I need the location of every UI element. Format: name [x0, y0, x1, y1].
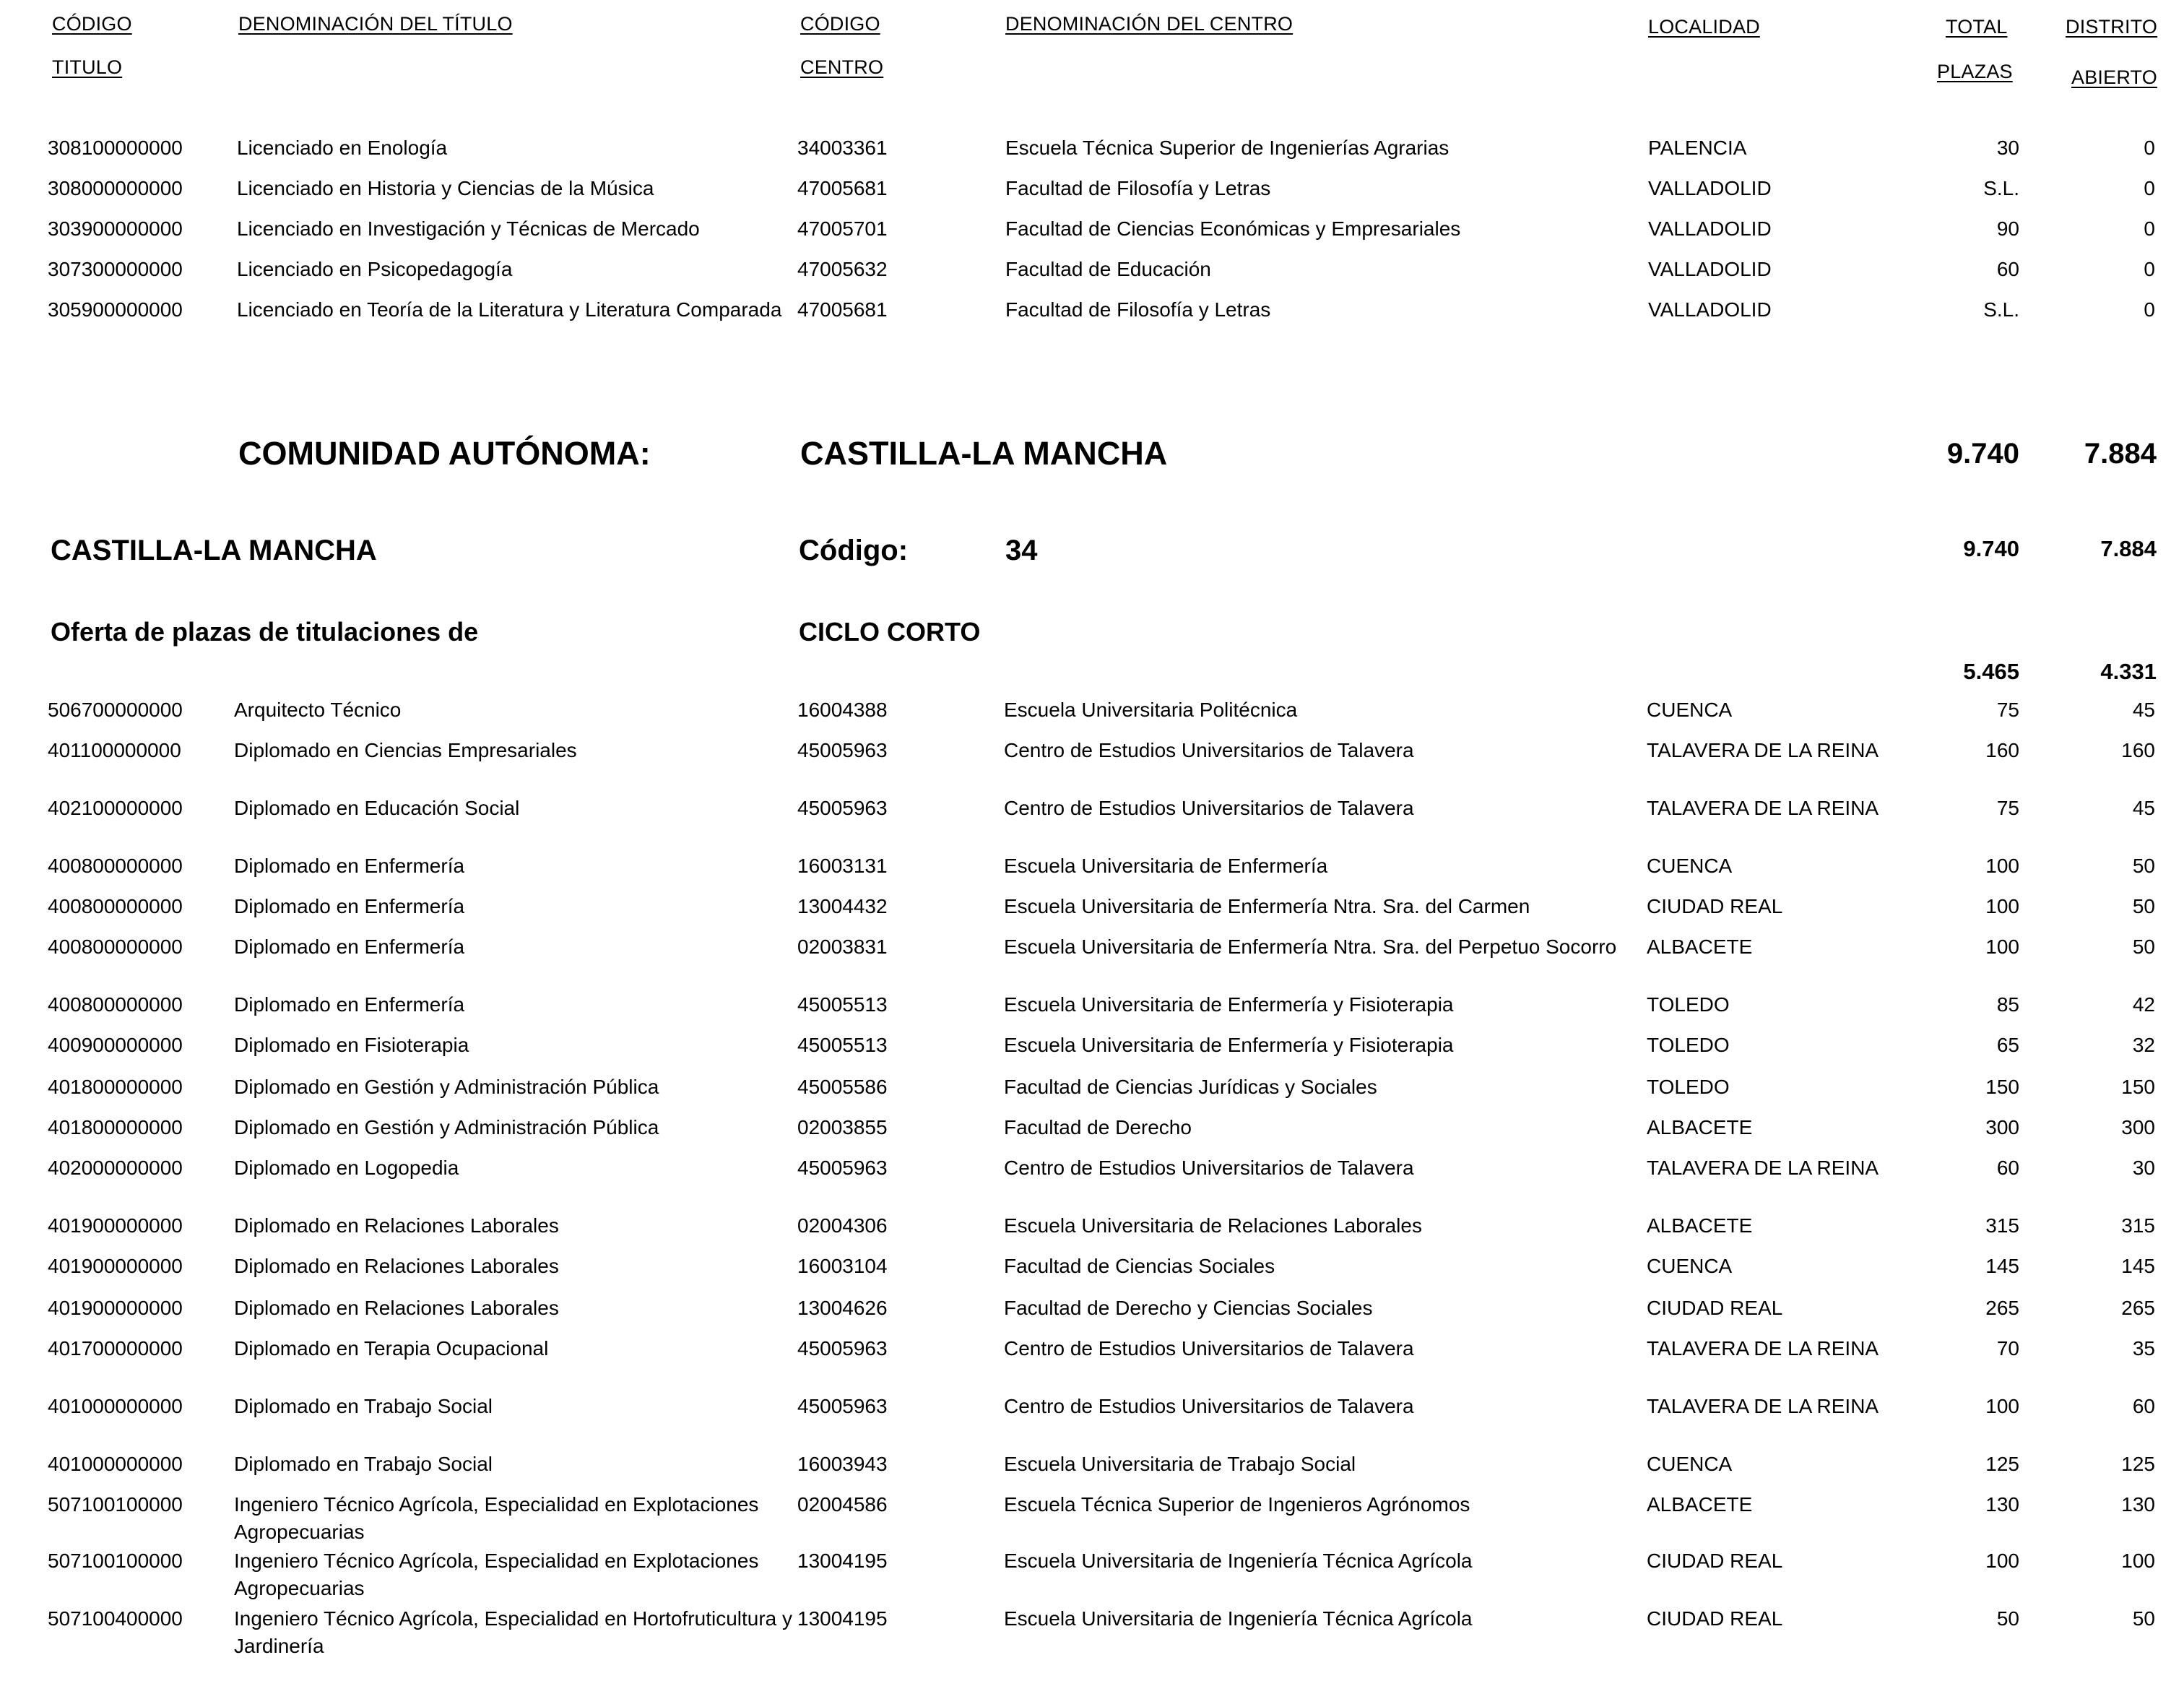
row-total: 75 — [1996, 699, 2019, 721]
table-row — [0, 893, 2184, 920]
row-center: Centro de Estudios Universitarios de Talavera — [1004, 1337, 1414, 1360]
row-total: 65 — [1996, 1034, 2019, 1056]
row-total: 100 — [1985, 1395, 2019, 1417]
header-centro: CENTRO — [800, 56, 884, 78]
table-row — [0, 1032, 2184, 1059]
row-center-code: 34003361 — [797, 137, 888, 159]
row-district: 60 — [2132, 1395, 2155, 1417]
row-center-code: 45005963 — [797, 1395, 888, 1417]
university-name: CASTILLA-LA MANCHA — [51, 535, 377, 566]
row-center: Facultad de Ciencias Jurídicas y Sociales — [1004, 1076, 1377, 1098]
row-center-code: 16003131 — [797, 855, 888, 877]
row-district: 160 — [2121, 739, 2155, 761]
row-total: 30 — [1996, 137, 2019, 159]
row-locality: TALAVERA DE LA REINA — [1647, 1395, 1879, 1417]
row-district: 150 — [2121, 1076, 2155, 1098]
row-locality: CUENCA — [1647, 855, 1733, 877]
row-code: 305900000000 — [48, 298, 183, 321]
row-center-code: 45005586 — [797, 1076, 888, 1098]
row-district: 100 — [2121, 1550, 2155, 1572]
community-label: COMUNIDAD AUTÓNOMA: — [238, 435, 651, 472]
row-total: 90 — [1996, 217, 2019, 240]
row-center: Facultad de Filosofía y Letras — [1005, 177, 1271, 199]
row-title: Diplomado en Enfermería — [234, 935, 465, 958]
header-denominacion-centro: DENOMINACIÓN DEL CENTRO — [1005, 13, 1294, 35]
community-total: 9.740 — [1946, 438, 2019, 470]
row-title: Licenciado en Teoría de la Literatura y Literatura Comparada — [237, 298, 782, 321]
row-code: 308100000000 — [48, 137, 183, 159]
header-distrito: DISTRITO — [2066, 16, 2158, 38]
row-locality: CUENCA — [1647, 699, 1733, 721]
row-center-code: 02003855 — [797, 1116, 888, 1138]
row-center: Centro de Estudios Universitarios de Talavera — [1004, 1157, 1414, 1179]
row-title: Diplomado en Logopedia — [234, 1157, 459, 1179]
row-center: Escuela Universitaria de Enfermería y Fisioterapia — [1004, 1034, 1454, 1056]
row-center-code: 47005701 — [797, 217, 888, 240]
row-locality: VALLADOLID — [1648, 217, 1772, 240]
row-title: Licenciado en Enología — [237, 137, 448, 159]
row-center: Escuela Universitaria Politécnica — [1004, 699, 1298, 721]
row-center: Facultad de Derecho — [1004, 1116, 1192, 1138]
header-titulo: TITULO — [52, 56, 123, 78]
header-codigo-titulo: CÓDIGO — [52, 13, 132, 35]
community-district: 7.884 — [2084, 438, 2157, 470]
row-locality: ALBACETE — [1647, 1493, 1753, 1516]
row-center-code: 16003943 — [797, 1453, 888, 1475]
row-title: Diplomado en Terapia Ocupacional — [234, 1337, 549, 1360]
row-district: 0 — [2144, 137, 2155, 159]
row-district: 30 — [2132, 1157, 2155, 1179]
row-title: Diplomado en Gestión y Administración Pública — [234, 1076, 659, 1098]
table-row — [0, 737, 2184, 764]
row-total: 130 — [1985, 1493, 2019, 1516]
row-code: 400900000000 — [48, 1034, 183, 1056]
row-district: 300 — [2121, 1116, 2155, 1138]
university-code-label: Código: — [799, 535, 909, 566]
row-code: 303900000000 — [48, 217, 183, 240]
row-center-code: 47005632 — [797, 258, 888, 280]
row-title: Diplomado en Enfermería — [234, 895, 465, 917]
table-row — [0, 1253, 2184, 1280]
row-center-code: 16004388 — [797, 699, 888, 721]
row-locality: CUENCA — [1647, 1453, 1733, 1475]
row-code: 506700000000 — [48, 699, 183, 721]
row-district: 315 — [2121, 1214, 2155, 1237]
row-locality: CUENCA — [1647, 1255, 1733, 1277]
offer-label: Oferta de plazas de titulaciones de — [51, 617, 479, 647]
row-center-code: 47005681 — [797, 298, 888, 321]
row-title: Ingeniero Técnico Agrícola, Especialidad en Explotaciones Agropecuarias — [234, 1493, 759, 1543]
row-locality: ALBACETE — [1647, 1214, 1753, 1237]
row-center-code: 13004432 — [797, 895, 888, 917]
row-total: 70 — [1996, 1337, 2019, 1360]
row-district: 45 — [2132, 699, 2155, 721]
row-district: 0 — [2144, 217, 2155, 240]
table-row — [0, 296, 2184, 324]
row-center: Facultad de Ciencias Sociales — [1004, 1255, 1275, 1277]
row-center: Facultad de Ciencias Económicas y Empresariales — [1005, 217, 1461, 240]
row-center: Escuela Universitaria de Enfermería — [1004, 855, 1328, 877]
row-center-code: 02003831 — [797, 935, 888, 958]
header-total: TOTAL — [1946, 16, 2008, 38]
row-code: 401900000000 — [48, 1255, 183, 1277]
row-locality: VALLADOLID — [1648, 177, 1772, 199]
row-center: Escuela Técnica Superior de Ingenierías Agrarias — [1005, 137, 1450, 159]
row-locality: CIUDAD REAL — [1647, 895, 1783, 917]
row-center-code: 45005513 — [797, 993, 888, 1016]
row-center: Escuela Técnica Superior de Ingenieros Agrónomos — [1004, 1493, 1470, 1516]
row-locality: VALLADOLID — [1648, 258, 1772, 280]
row-center: Centro de Estudios Universitarios de Talavera — [1004, 739, 1414, 761]
table-row — [0, 991, 2184, 1019]
row-total: 60 — [1996, 258, 2019, 280]
row-center: Facultad de Educación — [1005, 258, 1211, 280]
table-row — [0, 1154, 2184, 1182]
row-code: 308000000000 — [48, 177, 183, 199]
row-code: 401800000000 — [48, 1076, 183, 1098]
row-center: Escuela Universitaria de Enfermería Ntra. Sra. del Perpetuo Socorro — [1004, 935, 1617, 958]
table-row — [0, 256, 2184, 283]
offer-cycle: CICLO CORTO — [799, 617, 981, 647]
row-total: 265 — [1985, 1297, 2019, 1319]
row-district: 0 — [2144, 177, 2155, 199]
table-row — [0, 1335, 2184, 1362]
row-total: 150 — [1985, 1076, 2019, 1098]
row-center-code: 13004626 — [797, 1297, 888, 1319]
row-locality: TALAVERA DE LA REINA — [1647, 739, 1879, 761]
row-center-code: 45005513 — [797, 1034, 888, 1056]
community-name: CASTILLA-LA MANCHA — [800, 435, 1168, 472]
row-total: 100 — [1985, 935, 2019, 958]
row-title: Licenciado en Psicopedagogía — [237, 258, 513, 280]
row-district: 265 — [2121, 1297, 2155, 1319]
row-code: 401800000000 — [48, 1116, 183, 1138]
row-total: 50 — [1996, 1607, 2019, 1630]
row-center: Escuela Universitaria de Ingeniería Técnica Agrícola — [1004, 1550, 1473, 1572]
row-locality: TALAVERA DE LA REINA — [1647, 1157, 1879, 1179]
row-title: Diplomado en Enfermería — [234, 993, 465, 1016]
row-center-code: 13004195 — [797, 1550, 888, 1572]
row-title: Diplomado en Fisioterapia — [234, 1034, 469, 1056]
row-locality: VALLADOLID — [1648, 298, 1772, 321]
row-total: 125 — [1985, 1453, 2019, 1475]
row-code: 507100100000 — [48, 1550, 183, 1572]
row-center-code: 45005963 — [797, 1337, 888, 1360]
row-total: 100 — [1985, 855, 2019, 877]
row-district: 130 — [2121, 1493, 2155, 1516]
row-district: 50 — [2132, 895, 2155, 917]
row-center: Centro de Estudios Universitarios de Talavera — [1004, 797, 1414, 819]
row-title: Diplomado en Ciencias Empresariales — [234, 739, 577, 761]
row-code: 401000000000 — [48, 1395, 183, 1417]
row-center: Escuela Universitaria de Trabajo Social — [1004, 1453, 1356, 1475]
row-code: 400800000000 — [48, 855, 183, 877]
row-title: Ingeniero Técnico Agrícola, Especialidad en Explotaciones Agropecuarias — [234, 1550, 759, 1599]
row-center: Escuela Universitaria de Ingeniería Técnica Agrícola — [1004, 1607, 1473, 1630]
row-locality: ALBACETE — [1647, 1116, 1753, 1138]
row-total: S.L. — [1983, 177, 2019, 199]
row-total: 145 — [1985, 1255, 2019, 1277]
row-center-code: 16003104 — [797, 1255, 888, 1277]
row-code: 400800000000 — [48, 993, 183, 1016]
row-center-code: 02004306 — [797, 1214, 888, 1237]
row-locality: CIUDAD REAL — [1647, 1550, 1783, 1572]
row-center-code: 45005963 — [797, 797, 888, 819]
row-title: Licenciado en Historia y Ciencias de la Música — [237, 177, 654, 199]
row-district: 0 — [2144, 298, 2155, 321]
row-title: Diplomado en Trabajo Social — [234, 1395, 493, 1417]
row-code: 401900000000 — [48, 1297, 183, 1319]
row-district: 50 — [2132, 935, 2155, 958]
row-code: 401900000000 — [48, 1214, 183, 1237]
row-title: Licenciado en Investigación y Técnicas de Mercado — [237, 217, 700, 240]
row-title: Diplomado en Gestión y Administración Pública — [234, 1116, 659, 1138]
row-center: Facultad de Filosofía y Letras — [1005, 298, 1271, 321]
row-code: 507100400000 — [48, 1607, 183, 1630]
row-district: 42 — [2132, 993, 2155, 1016]
table-row — [0, 852, 2184, 880]
row-locality: ALBACETE — [1647, 935, 1753, 958]
row-district: 50 — [2132, 1607, 2155, 1630]
offer-total: 5.465 — [1963, 659, 2019, 684]
row-district: 32 — [2132, 1034, 2155, 1056]
table-row — [0, 795, 2184, 822]
row-total: 100 — [1985, 895, 2019, 917]
row-code: 401100000000 — [48, 739, 181, 761]
row-code: 507100100000 — [48, 1493, 183, 1516]
row-center: Escuela Universitaria de Relaciones Laborales — [1004, 1214, 1422, 1237]
row-title: Diplomado en Educación Social — [234, 797, 520, 819]
table-row — [0, 1073, 2184, 1101]
row-title: Ingeniero Técnico Agrícola, Especialidad en Hortofruticultura y Jardinería — [234, 1607, 793, 1657]
row-title: Diplomado en Relaciones Laborales — [234, 1214, 559, 1237]
university-total: 9.740 — [1963, 536, 2019, 561]
row-center: Escuela Universitaria de Enfermería y Fisioterapia — [1004, 993, 1454, 1016]
table-row — [0, 175, 2184, 202]
row-total: 100 — [1985, 1550, 2019, 1572]
table-row — [0, 1114, 2184, 1141]
table-row — [0, 1451, 2184, 1478]
row-title: Arquitecto Técnico — [234, 699, 402, 721]
row-code: 401000000000 — [48, 1453, 183, 1475]
row-district: 35 — [2132, 1337, 2155, 1360]
offer-district: 4.331 — [2100, 659, 2157, 684]
table-row — [0, 134, 2184, 162]
row-locality: TOLEDO — [1647, 1076, 1730, 1098]
university-code: 34 — [1005, 535, 1038, 566]
row-district: 145 — [2121, 1255, 2155, 1277]
row-code: 400800000000 — [48, 935, 183, 958]
row-code: 402100000000 — [48, 797, 183, 819]
table-row — [0, 933, 2184, 961]
table-row — [0, 1605, 2184, 1660]
row-locality: TALAVERA DE LA REINA — [1647, 1337, 1879, 1360]
row-total: 75 — [1996, 797, 2019, 819]
row-locality: TOLEDO — [1647, 993, 1730, 1016]
row-title: Diplomado en Trabajo Social — [234, 1453, 493, 1475]
header-localidad: LOCALIDAD — [1648, 16, 1760, 38]
table-row — [0, 1491, 2184, 1546]
row-center: Escuela Universitaria de Enfermería Ntra. Sra. del Carmen — [1004, 895, 1530, 917]
header-abierto: ABIERTO — [2071, 66, 2157, 88]
row-locality: CIUDAD REAL — [1647, 1297, 1783, 1319]
table-row — [0, 696, 2184, 724]
row-total: S.L. — [1983, 298, 2019, 321]
row-district: 125 — [2121, 1453, 2155, 1475]
row-code: 402000000000 — [48, 1157, 183, 1179]
row-code: 401700000000 — [48, 1337, 183, 1360]
university-district: 7.884 — [2100, 536, 2157, 561]
table-row — [0, 1393, 2184, 1420]
table-row — [0, 1212, 2184, 1240]
table-row — [0, 215, 2184, 243]
row-center-code: 45005963 — [797, 1157, 888, 1179]
row-district: 50 — [2132, 855, 2155, 877]
row-code: 400800000000 — [48, 895, 183, 917]
row-locality: TALAVERA DE LA REINA — [1647, 797, 1879, 819]
row-title: Diplomado en Enfermería — [234, 855, 465, 877]
row-title: Diplomado en Relaciones Laborales — [234, 1297, 559, 1319]
row-center-code: 47005681 — [797, 177, 888, 199]
row-title: Diplomado en Relaciones Laborales — [234, 1255, 559, 1277]
header-codigo-centro: CÓDIGO — [800, 13, 880, 35]
row-center: Facultad de Derecho y Ciencias Sociales — [1004, 1297, 1373, 1319]
row-center: Centro de Estudios Universitarios de Talavera — [1004, 1395, 1414, 1417]
row-locality: CIUDAD REAL — [1647, 1607, 1783, 1630]
row-district: 45 — [2132, 797, 2155, 819]
row-district: 0 — [2144, 258, 2155, 280]
row-total: 315 — [1985, 1214, 2019, 1237]
header-denominacion-titulo: DENOMINACIÓN DEL TÍTULO — [238, 13, 513, 35]
row-total: 85 — [1996, 993, 2019, 1016]
header-plazas: PLAZAS — [1937, 61, 2013, 82]
row-center-code: 45005963 — [797, 739, 888, 761]
table-row — [0, 1295, 2184, 1322]
table-row — [0, 1547, 2184, 1602]
row-total: 300 — [1985, 1116, 2019, 1138]
row-locality: TOLEDO — [1647, 1034, 1730, 1056]
row-total: 160 — [1985, 739, 2019, 761]
row-code: 307300000000 — [48, 258, 183, 280]
row-total: 60 — [1996, 1157, 2019, 1179]
row-locality: PALENCIA — [1648, 137, 1747, 159]
row-center-code: 13004195 — [797, 1607, 888, 1630]
row-center-code: 02004586 — [797, 1493, 888, 1516]
